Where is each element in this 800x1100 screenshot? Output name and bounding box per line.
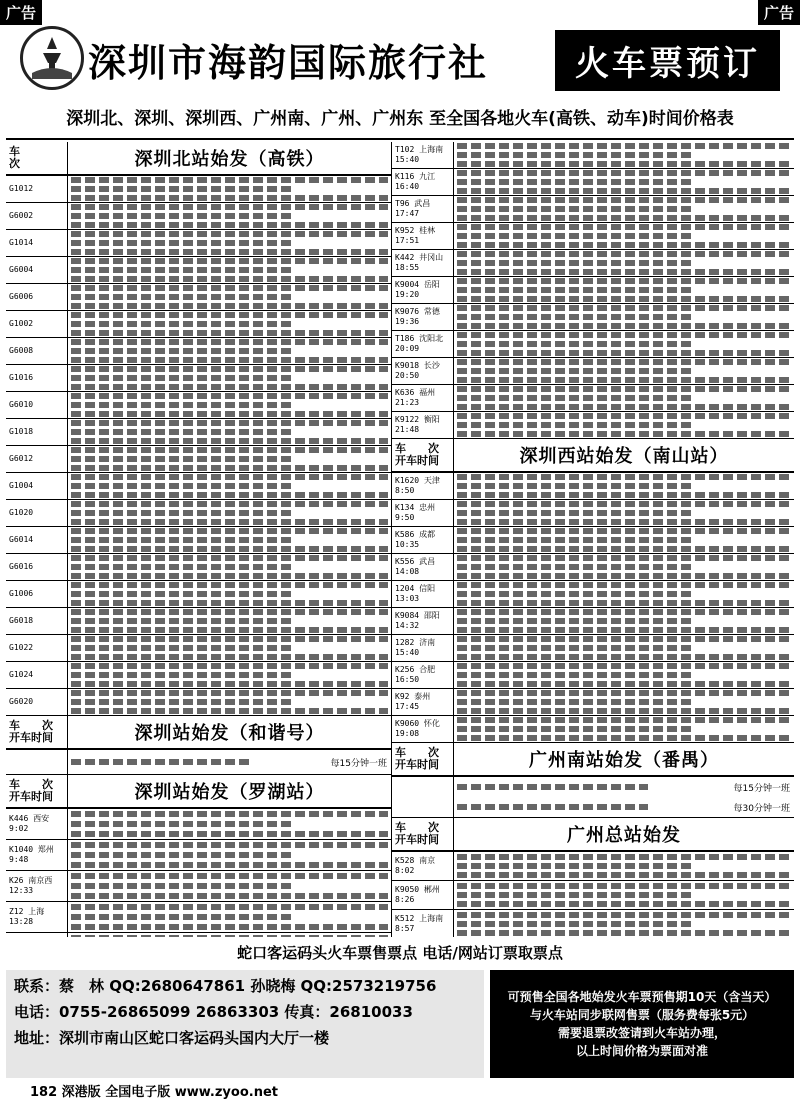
table-row [6,933,391,937]
schedule-lines [454,223,794,249]
train-code: K9060 怀化 19:08 [392,716,454,742]
schedule-lines [68,527,391,553]
train-code: T186 沈阳北 20:09 [392,331,454,357]
schedule-lines [454,412,794,438]
table-row [392,169,794,196]
schedule-lines [454,635,794,661]
table-row [392,910,794,937]
schedule-lines [454,142,794,168]
column-label: 车 次 开车时间 [6,716,68,748]
table-row [6,554,391,581]
schedule-lines [68,689,391,715]
schedule-lines [68,284,391,310]
train-code: G1012 [6,176,68,202]
column-label: 车 次 开车时间 [392,439,454,471]
notice-box: 可预售全国各地始发火车票预售期10天（含当天） 与火车站同步联网售票（服务费每张5元） 需要退票改签请到火车站办理， 以上时间价格为票面对准 [490,970,794,1078]
train-code [6,750,68,774]
section-title: 深圳西站始发（南山站） [519,446,729,467]
train-code: K512 上海南 8:57 [392,910,454,937]
train-code: K9018 长沙 20:50 [392,358,454,384]
contact-box [6,970,484,1078]
list-item [392,777,794,818]
train-code: G1016 [6,365,68,391]
schedule-lines [454,910,794,937]
pickup-point: 蛇口客运码头火车票售票点 电话/网站订票取票点 [237,944,563,962]
table-row [6,809,391,840]
train-code: G6004 [6,257,68,283]
train-code: K9050 郴州 8:26 [392,881,454,909]
table-row [6,608,391,635]
train-code: K9122 衡阳 21:48 [392,412,454,438]
ad-tag-left: 广告 [0,0,42,25]
schedule-lines [68,902,391,932]
schedule-lines [68,311,391,337]
table-row [6,311,391,338]
table-row [392,581,794,608]
train-code: K134 忠州 9:50 [392,500,454,526]
schedule-lines [454,500,794,526]
table-row [392,412,794,439]
train-code: K9004 岳阳 19:20 [392,277,454,303]
train-code: G6002 [6,203,68,229]
schedule-lines [454,277,794,303]
schedule-lines [454,777,734,817]
train-code: K256 合肥 16:50 [392,662,454,688]
schedule-lines [68,500,391,526]
train-code: K528 南京 8:02 [392,852,454,880]
section-title: 深圳站始发（罗湖站） [134,782,325,803]
train-code: K636 福州 21:23 [392,385,454,411]
train-code: G1020 [6,500,68,526]
table-row [392,689,794,716]
schedule-lines [68,338,391,364]
table-row [392,608,794,635]
section-header [6,142,391,176]
company-logo [20,26,84,90]
train-list [392,142,794,439]
schedule-lines [454,331,794,357]
table-row [392,881,794,910]
table-row [392,358,794,385]
header [0,22,800,94]
table-row [6,284,391,311]
table-row [6,473,391,500]
train-code: K586 成都 10:35 [392,527,454,553]
table-row [6,871,391,902]
section-header [6,775,391,809]
table-row [6,230,391,257]
table-row [6,689,391,716]
train-code: Z12 上海 13:28 [6,902,68,932]
table-row [392,554,794,581]
schedule-lines [454,250,794,276]
train-code: T102 上海南 15:40 [392,142,454,168]
train-code: T96 武昌 17:47 [392,196,454,222]
schedule-lines [454,716,794,742]
schedule-lines [454,581,794,607]
table-row [392,142,794,169]
contact-phone: 电话：0755-26865099 26863303 传真：26810033 [14,1003,413,1021]
table-row [392,277,794,304]
section-title: 深圳站始发（和谐号） [134,723,325,744]
schedule-lines [68,933,391,937]
schedule-lines [454,473,794,499]
page-subtitle: 深圳北、深圳、深圳西、广州南、广州、广州东 至全国各地火车(高铁、动车)时间价格表 [66,109,734,129]
schedule-lines [68,419,391,445]
section-title: 广州总站始发 [567,825,681,846]
table-row [392,223,794,250]
train-code: G6008 [6,338,68,364]
train-code: G6020 [6,689,68,715]
table-row [392,635,794,662]
schedule-lines [454,358,794,384]
train-code: K952 桂林 17:51 [392,223,454,249]
schedule-lines [68,392,391,418]
table-row [392,527,794,554]
schedule-lines [454,881,794,909]
schedule-lines [68,809,391,839]
train-code: K556 武昌 14:08 [392,554,454,580]
table-row [392,331,794,358]
train-list [392,473,794,743]
schedule-lines [68,750,331,774]
schedule-lines [68,446,391,472]
column-label: 车 次 开车时间 [392,818,454,850]
table-row [6,203,391,230]
section-header [6,716,391,750]
schedule-lines [454,304,794,330]
schedule-lines [68,662,391,688]
train-code: G6010 [6,392,68,418]
train-code [6,933,68,937]
table-row [6,902,391,933]
table-row [6,635,391,662]
table-row [392,473,794,500]
train-code: G6018 [6,608,68,634]
train-code: 1204 信阳 13:03 [392,581,454,607]
table-row [6,581,391,608]
frequency-note: 每15分钟一班 [330,758,387,769]
ad-tag-right: 广告 [758,0,800,25]
schedule-lines [68,608,391,634]
table-row [392,196,794,223]
booking-banner: 火车票预订 [555,30,780,91]
train-code: K1040 郑州 9:48 [6,840,68,870]
train-code: K1620 天津 8:50 [392,473,454,499]
table-row [392,662,794,689]
footer [6,942,794,1082]
train-code: G1024 [6,662,68,688]
table-row [6,840,391,871]
table-row [392,716,794,743]
train-list [6,176,391,716]
table-row [392,304,794,331]
section-title: 深圳北站始发（高铁） [134,149,325,170]
train-code: G6006 [6,284,68,310]
schedule-lines [454,169,794,195]
schedule-lines [454,662,794,688]
table-row [6,500,391,527]
schedule-lines [68,581,391,607]
page-footer-line: 182 深港版 全国电子版 www.zyoo.net [30,1085,278,1100]
train-code: G1002 [6,311,68,337]
section-title: 广州南站始发（番禺） [529,750,719,771]
divider [6,138,794,140]
schedule-lines [454,527,794,553]
schedule-lines [68,365,391,391]
table-row [6,176,391,203]
schedule-lines [68,554,391,580]
right-column [392,142,794,937]
train-code: K442 井冈山 18:55 [392,250,454,276]
train-code: G1018 [6,419,68,445]
schedule-lines [68,871,391,901]
table-row [6,392,391,419]
train-code: G1014 [6,230,68,256]
table-row [6,365,391,392]
train-code: G6014 [6,527,68,553]
section-header [392,743,794,777]
schedule-lines [454,385,794,411]
schedule-lines [454,196,794,222]
train-code: K9076 常德 19:36 [392,304,454,330]
train-code: K92 泰州 17:45 [392,689,454,715]
train-code: K116 九江 16:40 [392,169,454,195]
left-column [6,142,392,937]
table-row [392,852,794,881]
schedule-lines [68,176,391,202]
train-code: K9084 邵阳 14:32 [392,608,454,634]
column-label: 车 次 [6,142,68,174]
schedule-lines [68,203,391,229]
section-header [392,818,794,852]
schedule-lines [68,840,391,870]
schedule-lines [68,635,391,661]
schedule-lines [454,689,794,715]
train-code: 1282 济南 15:40 [392,635,454,661]
list-item [6,750,391,775]
table-row [392,250,794,277]
train-code: G1004 [6,473,68,499]
schedule-lines [454,608,794,634]
train-code: K26 南京西 12:33 [6,871,68,901]
train-code: G1022 [6,635,68,661]
table-row [6,257,391,284]
schedule-lines [68,257,391,283]
contact-address: 地址：深圳市南山区蛇口客运码头国内大厅一楼 [14,1029,330,1047]
column-label: 车 次 开车时间 [6,775,68,807]
table-row [392,385,794,412]
train-code: G6012 [6,446,68,472]
table-row [392,500,794,527]
table-row [6,527,391,554]
table-row [6,662,391,689]
schedule-lines [454,852,794,880]
train-list [392,852,794,937]
train-code: G1006 [6,581,68,607]
column-label: 车 次 开车时间 [392,743,454,775]
frequency-note: 每15分钟一班 每30分钟一班 [733,783,790,814]
schedule-lines [68,230,391,256]
contact-qq: 联系：蔡 林 QQ:2680647861 孙晓梅 QQ:2573219756 [14,977,437,995]
schedule-lines [68,473,391,499]
pagoda-logo-icon [27,33,77,83]
company-name: 深圳市海韵国际旅行社 [88,40,489,85]
table-row [6,446,391,473]
table-row [6,419,391,446]
train-code: G6016 [6,554,68,580]
schedule-lines [454,554,794,580]
train-code: K446 西安 9:02 [6,809,68,839]
train-list [6,809,391,937]
section-header [392,439,794,473]
train-code [392,777,454,817]
table-row [6,338,391,365]
